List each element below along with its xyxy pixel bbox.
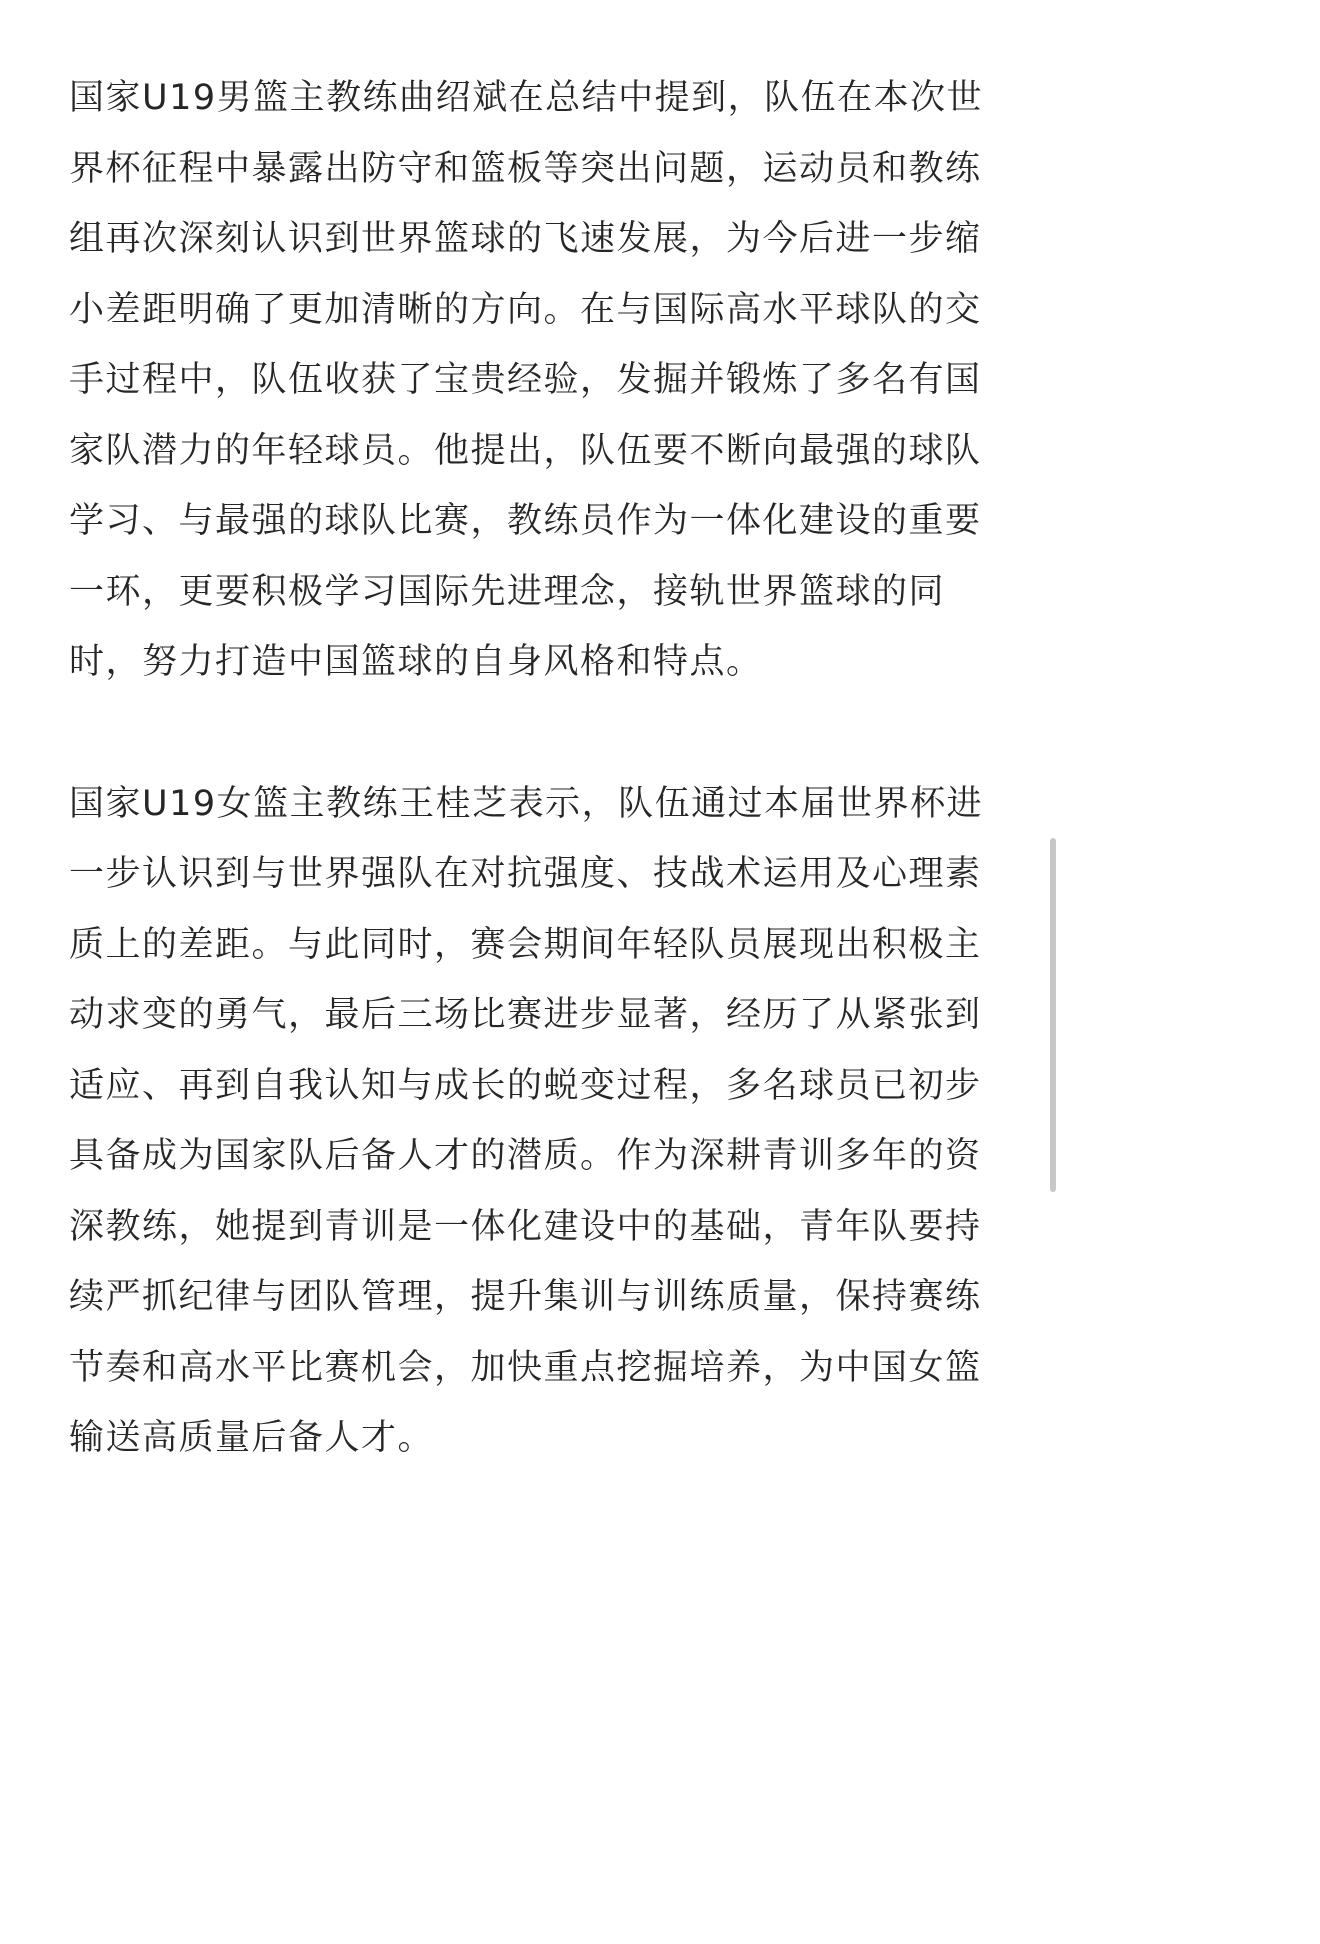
- bottom-fade-overlay: [0, 1530, 1080, 1590]
- article-body: [69, 63, 999, 1474]
- vertical-scrollbar[interactable]: [1050, 838, 1056, 1192]
- paragraph-mens-coach: 国家U19男篮主教练曲绍斌在总结中提到，队伍在本次世界杯征程中暴露出防守和篮板等突出问题，运动员和教练组再次深刻认识到世界篮球的飞速发展，为今后进一步缩小差距明确了更加清晰的方向。在与国际高水平球队的交手过程中，队伍收获了宝贵经验，发掘并锻炼了多名有国家队潜力的年轻球员。他提出，队伍要不断向最强的球队学习、与最强的球队比赛，教练员作为一体化建设的重要一环，更要积极学习国际先进理念，接轨世界篮球的同时，努力打造中国篮球的自身风格和特点。: [69, 78, 984, 682]
- paragraph-womens-coach: 国家U19女篮主教练王桂芝表示，队伍通过本届世界杯进一步认识到与世界强队在对抗强度、技战术运用及心理素质上的差距。与此同时，赛会期间年轻队员展现出积极主动求变的勇气，最后三场比赛进步显著，经历了从紧张到适应、再到自我认知与成长的蜕变过程，多名球员已初步具备成为国家队后备人才的潜质。作为深耕青训多年的资深教练，她提到青训是一体化建设中的基础，青年队要持续严抓纪律与团队管理，提升集训与训练质量，保持赛练节奏和高水平比赛机会，加快重点挖掘培养，为中国女篮输送高质量后备人才。: [69, 783, 984, 1458]
